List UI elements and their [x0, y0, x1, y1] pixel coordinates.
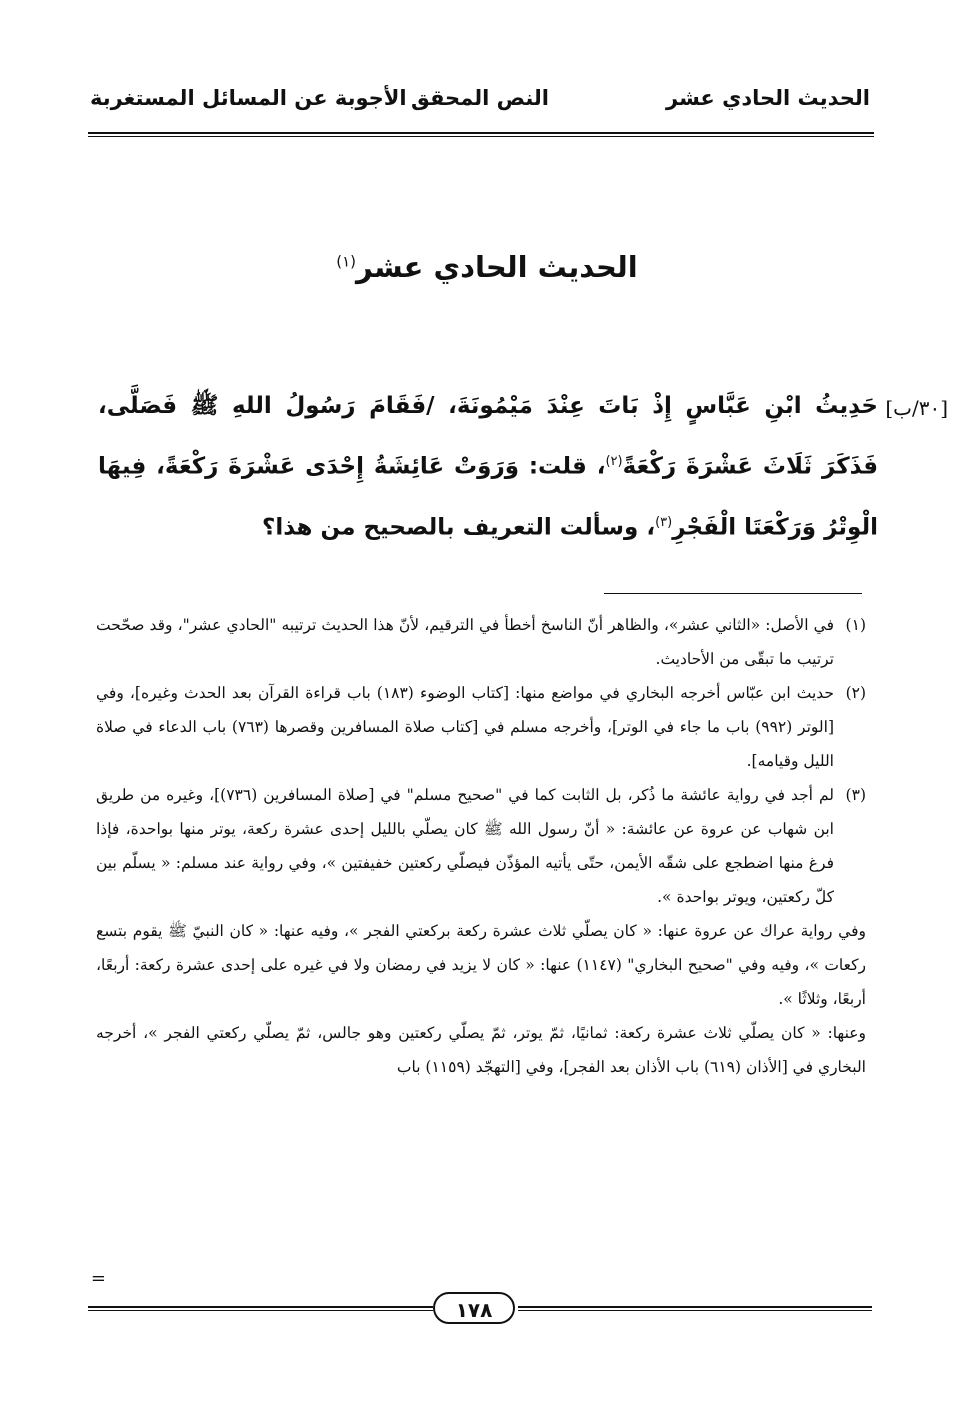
footnote-3-continued-a: وفي رواية عراك عن عروة عنها: « كان يصلّي ثلاث عشرة ركعة بركعتي الفجر »، وفيه عنها: « كان النبيّ ﷺ يقوم بتسع ركعات »، وفيه وفي "صحيح البخاري" (١١٤٧) عنها: « كان لا يزيد في رمضان ولا في غيره على إحدى عشرة ركعة: أربعًا، أربعًا، وثلاثًا ». [96, 922, 866, 1008]
footer-rule-right [518, 1306, 872, 1311]
chapter-title-text: الحديث الحادي عشر [356, 250, 638, 284]
page-number: ١٧٨ [433, 1292, 515, 1324]
header-book-title: الأجوبة عن المسائل المستغربة [90, 86, 407, 110]
footer-rule-left [88, 1306, 433, 1311]
footnote-text: حديث ابن عبّاس أخرجه البخاري في مواضع منها: [كتاب الوضوء (١٨٣) باب قراءة القرآن بعد الحدث وغيره]، وفي [الوتر (٩٩٢) باب ما جاء في الوتر]، وأخرجه مسلم في [كتاب صلاة المسافرين وقصرها (٧٦٣) باب الدعاء في صلاة الليل وقيامه]. [96, 684, 835, 770]
chapter-title [0, 250, 974, 284]
footnote-2 [96, 676, 866, 778]
header-rule [88, 132, 874, 137]
footnote-ref-2: (٢) [605, 454, 623, 469]
chapter-title-note: (١) [336, 252, 357, 271]
footnote-ref-3: (٣) [655, 514, 673, 530]
footnote-text: لم أجد في رواية عائشة ما ذُكر، بل الثابت كما في "صحيح مسلم" في [صلاة المسافرين (٧٣٦)]، وغيره من طريق ابن شهاب عن عروة عن عائشة: « أنّ رسول الله ﷺ كان يصلّي بالليل إحدى عشرة ركعة، يوتر منها بواحدة، فإذا فرغ منها اضطجع على شقّه الأيمن، حتّى يأتيه المؤذّن فيصلّي ركعتين خفيفتين »، وفي رواية عند مسلم: « يسلّم بين كلّ ركعتين، ويوتر بواحدة ». [96, 786, 834, 906]
footnote-number: (٢) [845, 684, 867, 702]
footnote-3-continued-b: وعنها: « كان يصلّي ثلاث عشرة ركعة: ثمانيًا، ثمّ يوتر، ثمّ يصلّي ركعتين وهو جالس، ثمّ يصلّي ركعتي الفجر »، أخرجه البخاري في [الأذان (٦١٩) باب الأذان بعد الفجر]، وفي [التهجّد (١١٥٩) باب [96, 1024, 866, 1076]
footnote-text: في الأصل: «الثاني عشر»، والظاهر أنّ الناسخ أخطأ في الترقيم، لأنّ هذا الحديث ترتيبه "الحادي عشر"، وقد صحّحت ترتيب ما تبقّى من الأحاديث. [96, 616, 834, 668]
header-chapter: الحديث الحادي عشر [666, 86, 870, 110]
footnote-separator [604, 593, 862, 594]
footnote-1 [96, 608, 866, 676]
main-text [98, 378, 878, 555]
manuscript-folio-ref: [٣٠/ب] [885, 396, 948, 420]
running-header [90, 86, 870, 126]
footnotes [96, 608, 866, 1084]
footnote-number: (٣) [845, 786, 866, 804]
main-text-part1: حَدِيثُ ابْنِ عَبَّاسٍ إِذْ بَاتَ عِنْدَ مَيْمُونَةَ، /فَقَامَ رَسُولُ اللهِ ﷺ فَصَلَّى، فَذَكَرَ ثَلَاثَ عَشْرَةَ رَكْعَةً [98, 393, 878, 480]
footnote-3 [96, 778, 866, 914]
main-text-part3: ، وسألت التعريف بالصحيح من هذا؟ [262, 514, 656, 541]
header-section: النص المحقق [411, 86, 549, 110]
footnote-number: (١) [845, 616, 866, 634]
main-text-part2: ، قلت: وَرَوَتْ عَائِشَةُ إِحْدَى عَشْرَةَ رَكْعَةً، فِيهَا الْوِتْرُ وَرَكْعَتَا الْفَجْرِ [98, 453, 878, 541]
continuation-mark: = [90, 1268, 106, 1289]
